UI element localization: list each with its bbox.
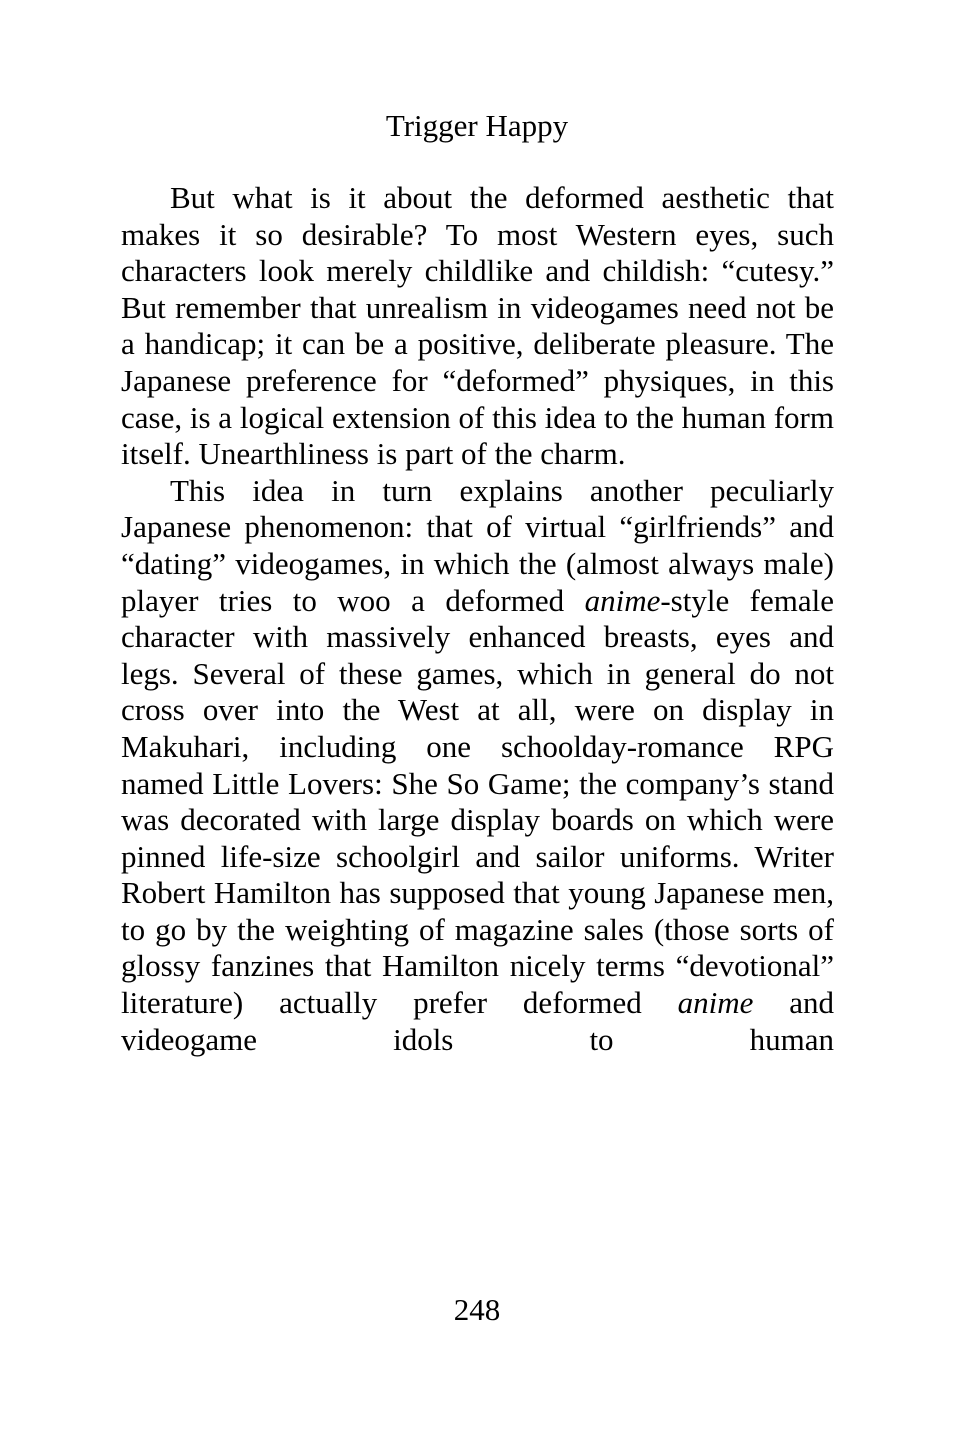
italic-text: anime <box>584 582 661 618</box>
page-number: 248 <box>453 1292 501 1327</box>
body-text <box>121 180 834 1058</box>
paragraph <box>121 473 834 1059</box>
italic-text: anime <box>677 985 754 1021</box>
paragraph <box>121 180 834 473</box>
text-run: But what is it about the deformed aesthetic that makes it so desirable? To most Western eyes, such characters look merely childlike and childish: “cutesy.” But remember that unrealism in videogames need not be a handicap; it can be a positive, deliberate pleasure. The Japanese preference for “deformed” physiques, in this case, is a logical extension of this idea to the human form itself. Unearthliness is part of the charm. <box>121 180 834 472</box>
text-run: and videogame idols to human <box>121 985 834 1057</box>
text-run: This idea in turn explains another peculiarly Japanese phenomenon: that of virtual “girlfriends” and “dating” videogames, in which the (almost always male) player tries to woo a deformed <box>121 472 834 618</box>
running-title: Trigger Happy <box>385 108 569 143</box>
text-run: -style female character with massively enhanced breasts, eyes and legs. Several of these games, which in general do not cross over into the West at all, were on display in Makuhari, including one schoolday-romance RPG named Little Lovers: She So Game; the company’s stand was decorated with large display boards on which were pinned life-size schoolgirl and sailor uniforms. Writer Robert Hamilton has supposed that young Japanese men, to go by the weighting of magazine sales (those sorts of glossy fanzines that Hamilton nicely terms “devotional” literature) actually prefer deformed <box>121 582 834 1021</box>
